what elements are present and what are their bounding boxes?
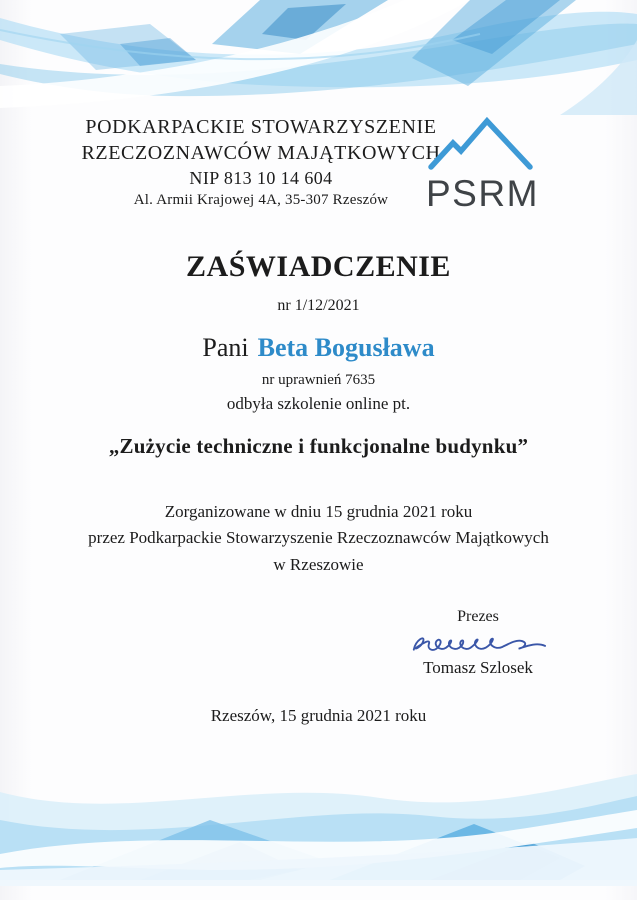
recipient-line — [0, 333, 637, 363]
signer-name: Tomasz Szlosek — [423, 658, 533, 677]
completion-line: odbyła szkolenie online pt. — [226, 394, 411, 413]
license-number: nr uprawnień 7635 — [261, 372, 376, 388]
psrm-logo-text: PSRM — [426, 173, 539, 214]
top-decoration — [0, 0, 637, 115]
certificate-number: nr 1/12/2021 — [277, 297, 360, 314]
organization-name-line2: RZECZOZNAWCÓW MAJĄTKOWYCH — [81, 142, 441, 164]
signer-role: Prezes — [457, 608, 499, 625]
organization-name-line1: PODKARPACKIE STOWARZYSZENIE — [85, 116, 437, 138]
organization-address: Al. Armii Krajowej 4A, 35-307 Rzeszów — [133, 192, 389, 208]
organized-line-1: Zorganizowane w dniu 15 grudnia 2021 roku — [164, 502, 473, 521]
course-title: „Zużycie techniczne i funkcjonalne budynku” — [108, 434, 529, 458]
certificate-title: ZAŚWIADCZENIE — [186, 250, 451, 283]
recipient-prefix: Pani — [202, 333, 249, 362]
recipient-name: Beta Bogusława — [257, 333, 435, 362]
organization-block — [41, 114, 481, 209]
psrm-logo — [424, 110, 544, 214]
mountain-peaks-icon — [424, 110, 544, 214]
place-and-date: Rzeszów, 15 grudnia 2021 roku — [210, 706, 427, 725]
bottom-decoration — [0, 758, 637, 886]
organized-line-2: przez Podkarpackie Stowarzyszenie Rzeczoznawców Majątkowych — [88, 528, 549, 547]
organized-line-3: w Rzeszowie — [273, 555, 364, 574]
handwritten-signature — [403, 627, 553, 661]
organization-nip: NIP 813 10 14 604 — [189, 168, 333, 188]
signature-block — [392, 608, 564, 678]
